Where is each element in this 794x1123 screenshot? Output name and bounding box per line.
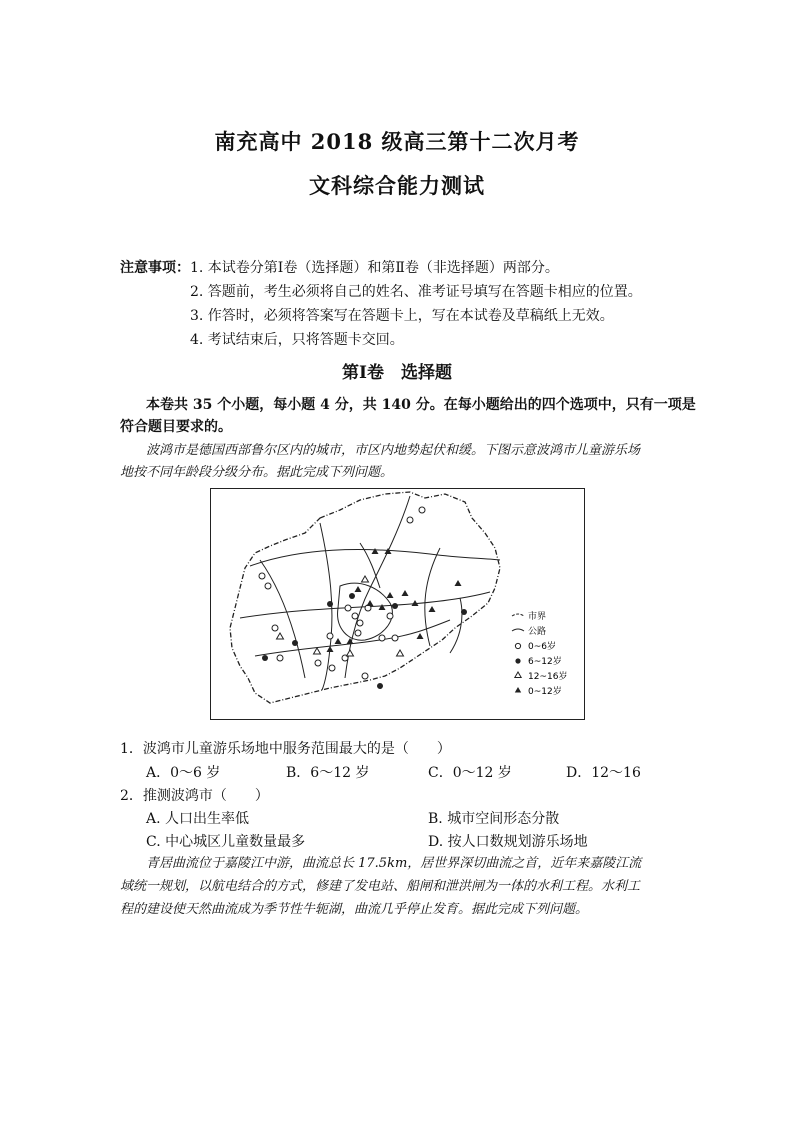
section-intro-line1: 本卷共 35 个小题，每小题 4 分，共 140 分。在每小题给出的四个选项中，只有一项是 <box>146 397 696 413</box>
playground-map <box>210 488 585 720</box>
legend-open-triangle <box>515 672 521 678</box>
question-1-stem: 1．波鸿市儿童游乐场地中服务范围最大的是（ ） <box>120 741 451 757</box>
section-title: 第Ⅰ卷 选择题 <box>342 363 452 383</box>
question-1-option-a: A．0～6 岁 <box>146 765 221 781</box>
road <box>450 598 462 653</box>
passage1-line2: 地按不同年龄段分级分布。据此完成下列问题。 <box>120 465 394 480</box>
question-2-option-c: C. 中心城区儿童数量最多 <box>146 834 306 850</box>
question-2-option-a: A. 人口出生率低 <box>146 811 250 827</box>
passage2-line1: 青居曲流位于嘉陵江中游，曲流总长 17.5km，居世界深切曲流之首，近年来嘉陵江流 <box>146 856 642 871</box>
passage1-line1: 波鸿市是德国西部鲁尔区内的城市，市区内地势起伏和缓。下图示意波鸿市儿童游乐场 <box>146 443 641 458</box>
legend-open-circle <box>515 643 520 648</box>
notice-item: 2. 答题前，考生必须将自己的姓名、准考证号填写在答题卡相应的位置。 <box>190 284 642 300</box>
legend-label: 0~12岁 <box>528 687 562 697</box>
exam-subtitle: 文科综合能力测试 <box>309 173 485 198</box>
question-1-option-c: C．0～12 岁 <box>428 765 512 781</box>
legend-filled-circle <box>515 658 520 663</box>
question-2-option-d: D. 按人口数规划游乐场地 <box>428 834 588 850</box>
legend-label: 12~16岁 <box>528 672 568 682</box>
legend-label: 0~6岁 <box>528 642 556 652</box>
question-1-option-d: D．12～16 <box>566 765 641 781</box>
road <box>240 592 490 618</box>
notice-item: 3. 作答时，必须将答案写在答题卡上，写在本试卷及草稿纸上无效。 <box>190 308 614 324</box>
road <box>425 548 440 646</box>
exam-title: 南充高中 2018 级高三第十二次月考 <box>214 129 580 154</box>
legend-filled-triangle <box>515 687 521 693</box>
legend-label: 公路 <box>528 627 547 637</box>
question-1-option-b: B．6～12 岁 <box>286 765 370 781</box>
legend-road-symbol <box>512 629 524 631</box>
map-frame <box>211 489 585 720</box>
passage2-line2: 域统一规划，以航电结合的方式，修建了发电站、船闸和泄洪闸为一体的水利工程。水利工 <box>120 879 641 894</box>
notice-item: 4. 考试结束后，只将答题卡交回。 <box>190 332 404 348</box>
passage2-line3: 程的建设使天然曲流成为季节性牛轭湖，曲流几乎停止发育。据此完成下列问题。 <box>120 902 589 917</box>
map-legend <box>512 610 567 697</box>
question-2-option-b: B. 城市空间形态分散 <box>428 811 560 827</box>
legend-boundary-symbol <box>512 614 524 616</box>
city-boundary <box>230 492 500 703</box>
legend-label: 市界 <box>528 612 547 622</box>
road <box>338 583 393 640</box>
notice-item: 1. 本试卷分第Ⅰ卷（选择题）和第Ⅱ卷（非选择题）两部分。 <box>190 260 559 276</box>
notice-label: 注意事项： <box>120 260 190 276</box>
legend-label: 6~12岁 <box>528 657 562 667</box>
question-2-stem: 2．推测波鸿市（ ） <box>120 788 269 804</box>
section-intro-line2: 符合题目要求的。 <box>120 419 232 435</box>
